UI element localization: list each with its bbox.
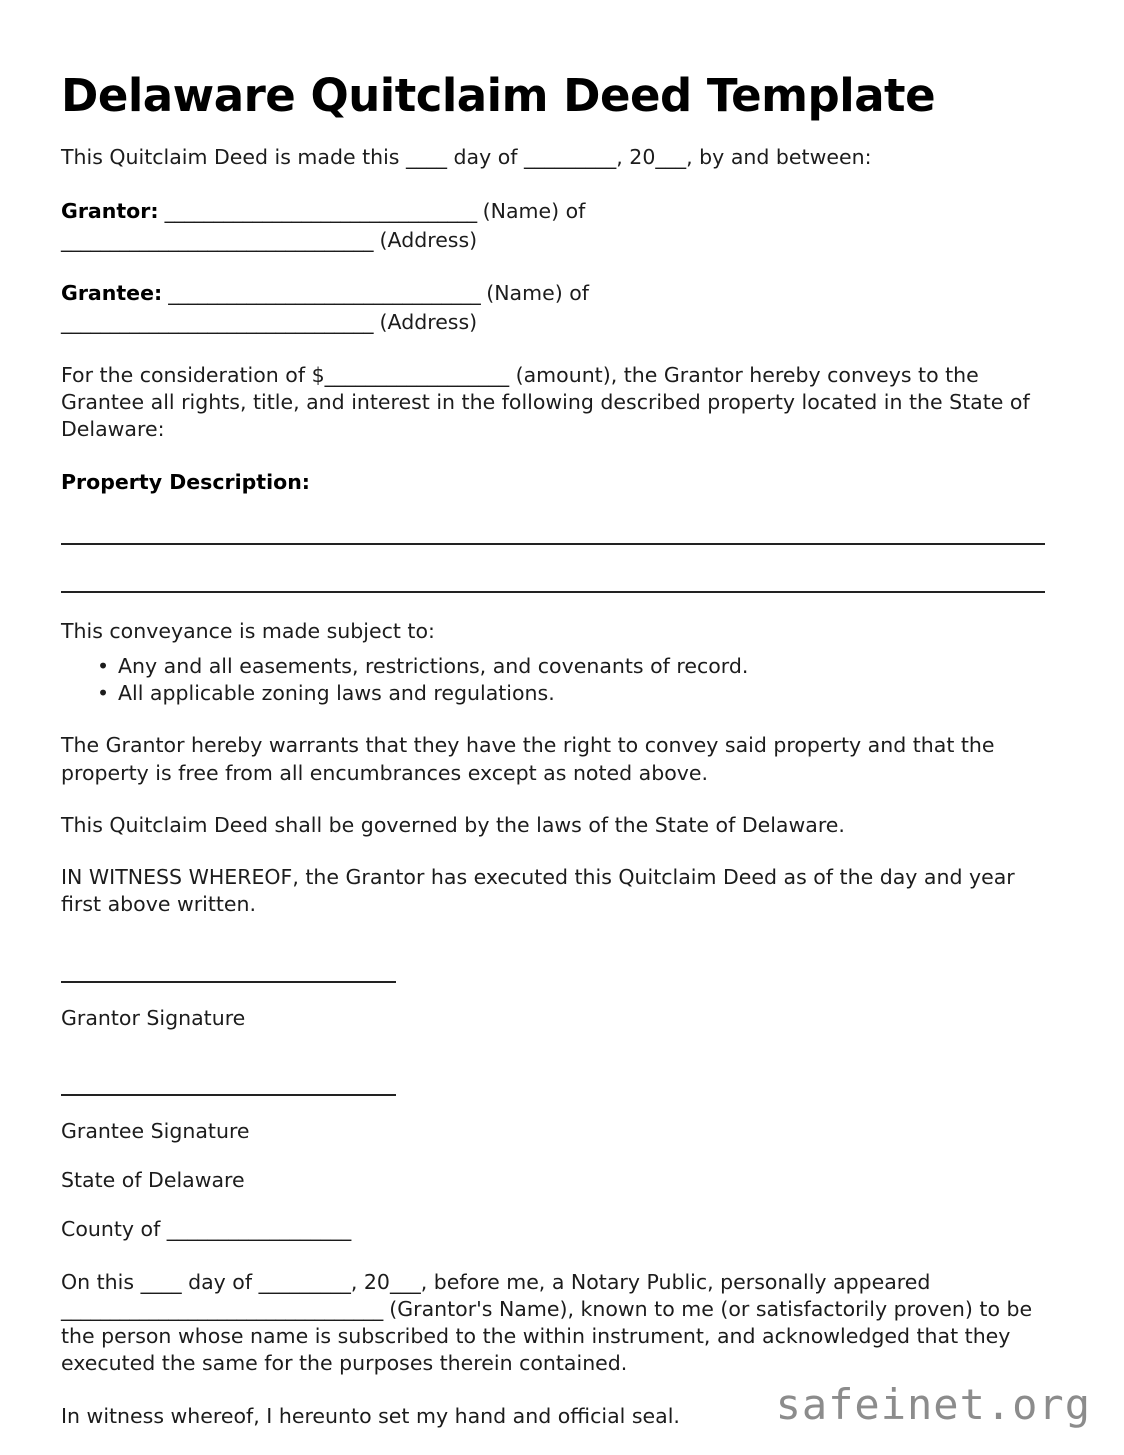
notary-body-text: proven) to be the person whose name is subscribed to the within instrument, and acknowledged that they executed the same for the purposes therein contained.	[61, 1296, 1033, 1376]
grantee-signature-caption: Grantee Signature	[61, 1118, 250, 1143]
conveyance-intro: This conveyance is made subject to:	[61, 618, 435, 643]
grantee-signature-block	[61, 1032, 1045, 1145]
site-watermark: safeinet.org	[775, 1380, 1091, 1429]
county-line[interactable]: County of __________________	[61, 1217, 352, 1242]
grantee-address-blank[interactable]: ________________________________	[61, 310, 373, 335]
property-description-rules	[61, 497, 1045, 593]
notary-date-line: On this ____ day of _________, 20___, before me, a Notary Public, personally appeared	[61, 1269, 931, 1294]
grantor-signature-caption: Grantor Signature	[61, 1005, 246, 1030]
governing-law-paragraph: This Quitclaim Deed shall be governed by the laws of the State of Delaware.	[61, 812, 845, 837]
grantor-name-blank[interactable]: ________________________________	[158, 198, 483, 223]
consideration-paragraph: For the consideration of $__________________ (amount), the Grantor hereby conveys to the Grantee all rights, title, and interest in the following described property located in the State of Delaware:	[61, 362, 1030, 441]
document-content	[61, 0, 1045, 1430]
intro-paragraph: This Quitclaim Deed is made this ____ day of _________, 20___, by and between:	[61, 145, 872, 170]
list-item: • All applicable zoning laws and regulations.	[61, 680, 1045, 707]
grantor-name-caption: (Name) of	[482, 198, 586, 223]
notary-grantor-name-blank[interactable]: _________________________________	[61, 1296, 383, 1321]
grantor-name-row	[61, 172, 1045, 225]
notary-seal-line: In witness whereof, I hereunto set my hand and official seal.	[61, 1403, 680, 1428]
grantor-address-caption: (Address)	[379, 227, 478, 252]
page-title: Delaware Quitclaim Deed Template	[61, 69, 936, 122]
grantee-name-blank[interactable]: ________________________________	[162, 281, 487, 305]
warranty-paragraph: The Grantor hereby warrants that they have the right to convey said property and that the property is free from all encumbrances except as noted above.	[61, 733, 995, 785]
state-line: State of Delaware	[61, 1168, 245, 1192]
list-item: • Any and all easements, restrictions, and covenants of record.	[61, 653, 1045, 680]
subject-to-list	[61, 645, 1045, 708]
notary-acknowledgment-paragraph	[61, 1244, 1045, 1378]
grantee-address-caption: (Address)	[379, 310, 478, 335]
notary-grantor-name-caption: (Grantor's Name), known to me (or satisfactorily	[382, 1296, 888, 1321]
property-description-heading: Property Description:	[61, 470, 310, 495]
grantee-name-caption: (Name) of	[486, 281, 589, 305]
grantee-address-row	[61, 307, 1045, 336]
grantor-address-blank[interactable]: ________________________________	[61, 227, 373, 252]
grantor-label: Grantor:	[61, 198, 159, 223]
grantor-address-row	[61, 225, 1045, 254]
witness-whereof-paragraph: IN WITNESS WHEREOF, the Grantor has executed this Quitclaim Deed as of the day and year first above written.	[61, 865, 1015, 917]
property-description-line-1[interactable]	[61, 543, 1045, 545]
grantee-label: Grantee:	[61, 281, 163, 305]
grantor-signature-block	[61, 919, 1045, 1032]
grantee-name-row	[61, 254, 1045, 307]
